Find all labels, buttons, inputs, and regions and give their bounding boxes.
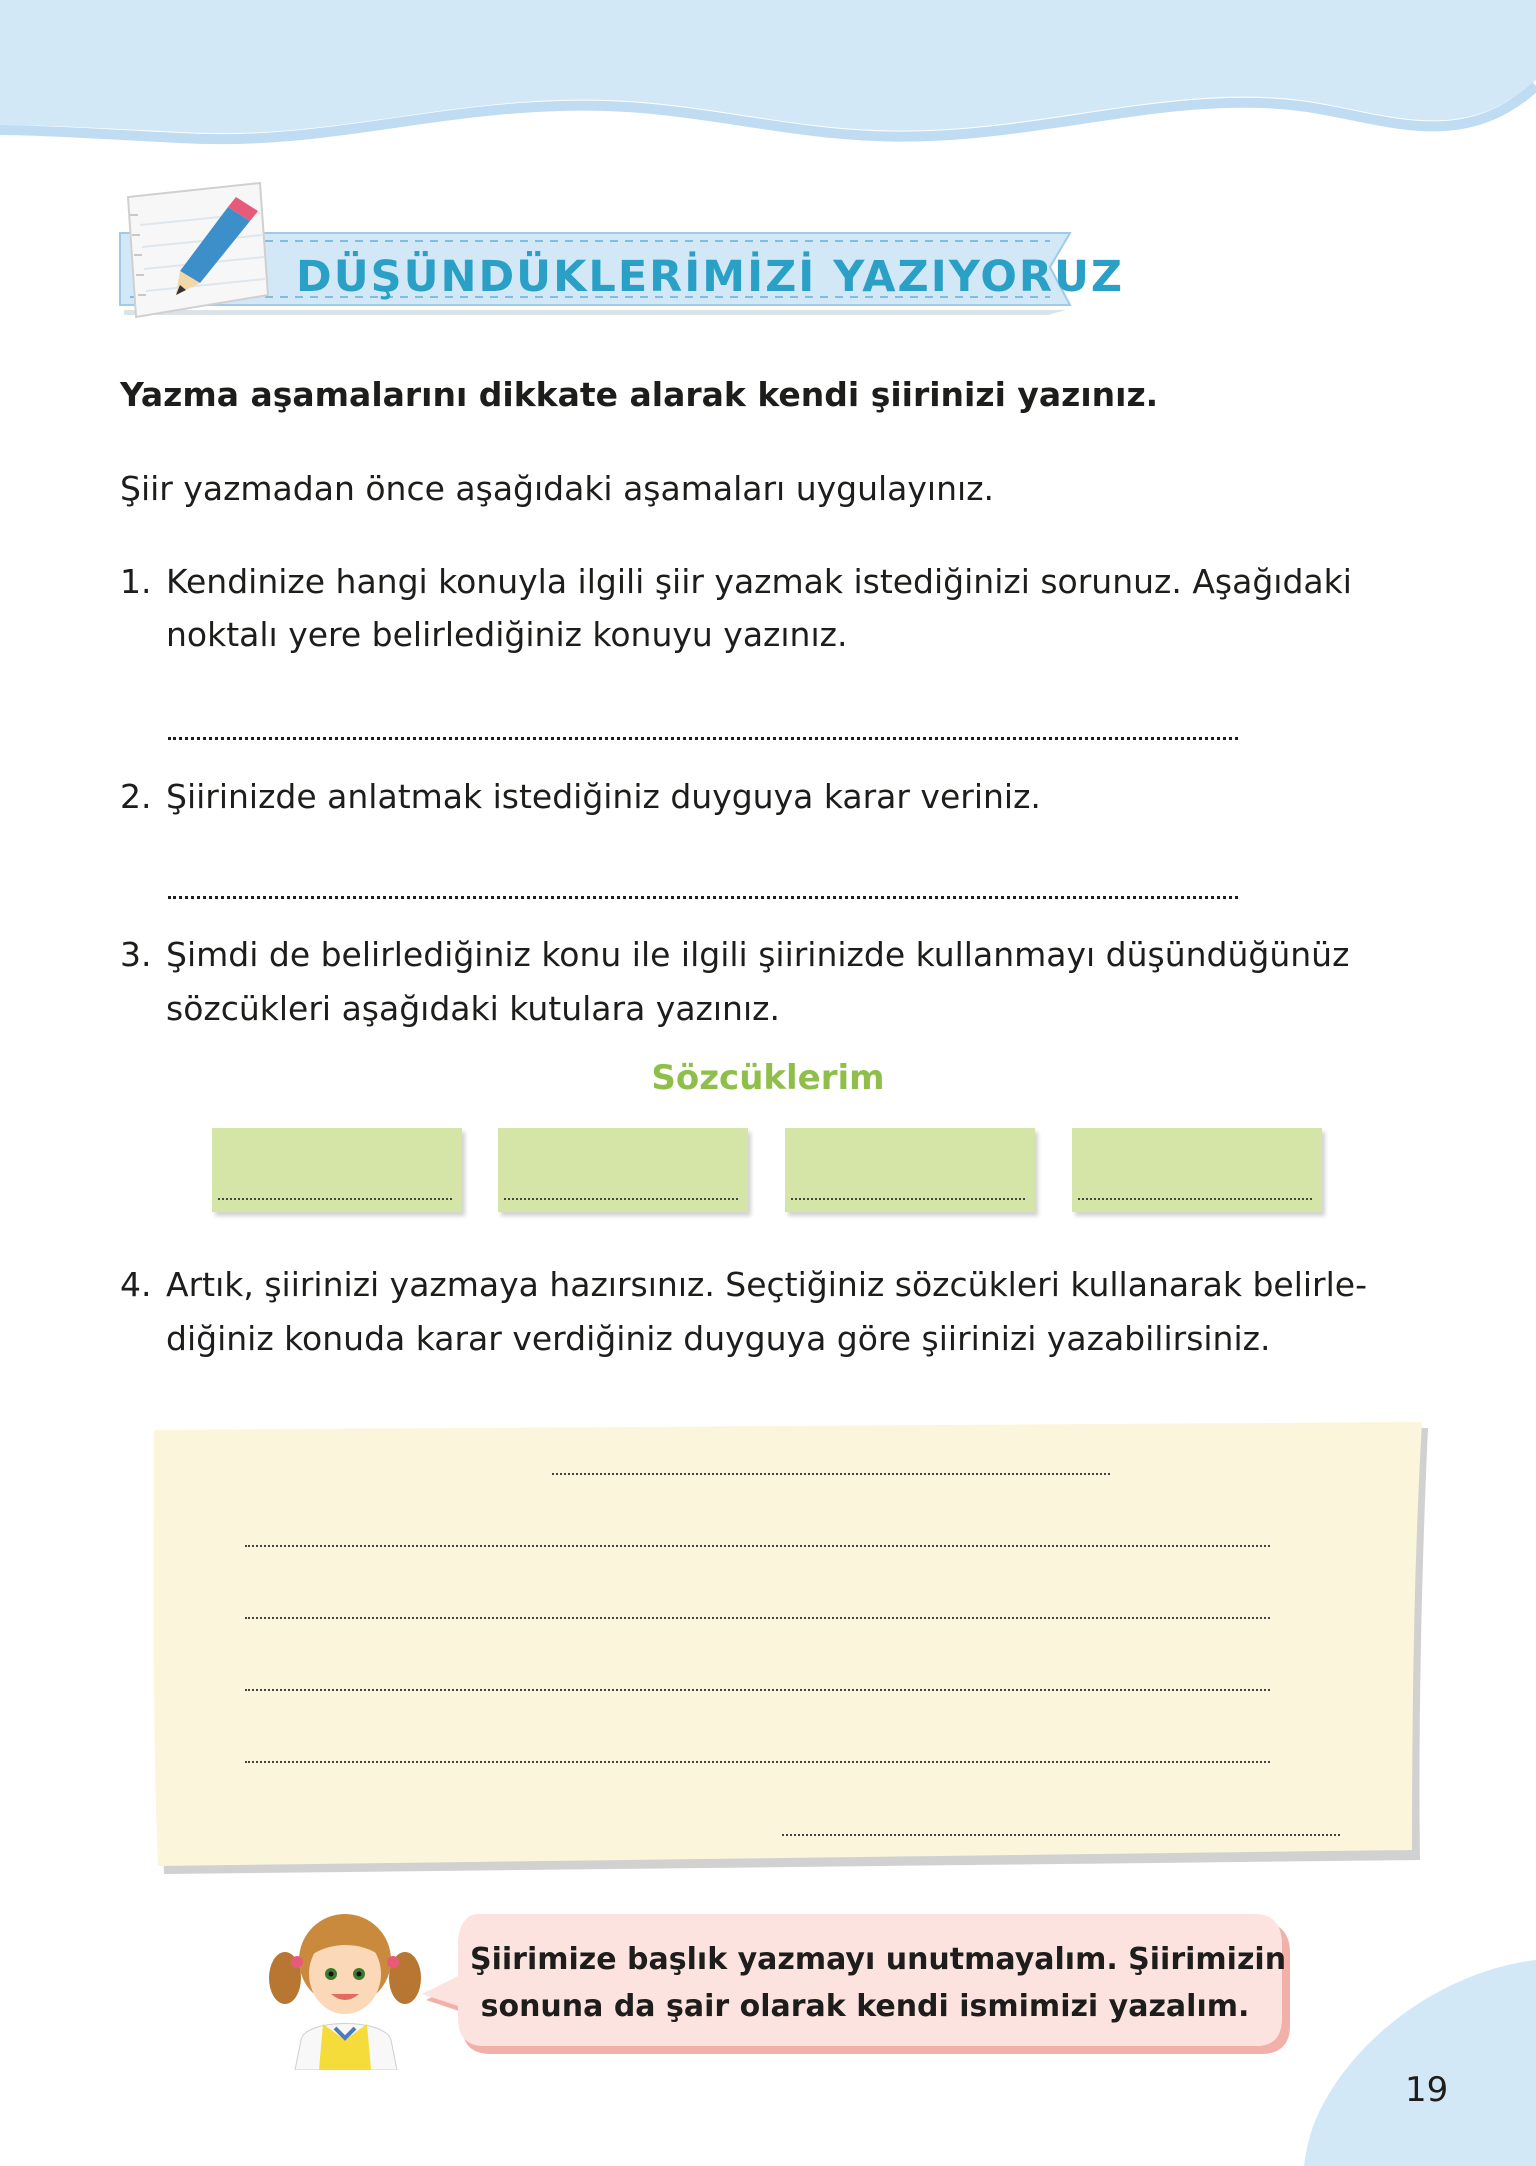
speech-bubble-line-1: Şiirimize başlık yazmayı unutmayalım. Şiirimizin (470, 1942, 1287, 1977)
poem-line-4[interactable] (245, 1761, 1270, 1763)
word-box-4[interactable] (1072, 1128, 1322, 1212)
step-3-line-1: Şimdi de belirlediğiniz konu ile ilgili şiirinizde kullanmayı düşündüğünüz (166, 935, 1350, 974)
step-4-number: 4. (120, 1265, 152, 1304)
step-1-line-2: noktalı yere belirlediğiniz konuyu yazınız. (166, 615, 848, 654)
word-box-3[interactable] (785, 1128, 1035, 1212)
word-box-2[interactable] (498, 1128, 748, 1212)
topic-answer-line[interactable] (168, 737, 1238, 740)
feeling-answer-line[interactable] (168, 896, 1238, 899)
corner-decoration (1300, 1960, 1536, 2166)
instruction-text: Yazma aşamalarını dikkate alarak kendi şiirinizi yazınız. (120, 375, 1159, 414)
step-1-number: 1. (120, 562, 152, 601)
words-section-title: Sözcüklerim (651, 1058, 885, 1098)
top-wave-decoration (0, 0, 1536, 160)
girl-illustration (265, 1890, 425, 2070)
page-number: 19 (1405, 2070, 1449, 2110)
poem-line-2[interactable] (245, 1617, 1270, 1619)
step-2-line-1: Şiirinizde anlatmak istediğiniz duyguya karar veriniz. (166, 777, 1041, 816)
step-4-line-1: Artık, şiirinizi yazmaya hazırsınız. Seçtiğiniz sözcükleri kullanarak belirle- (166, 1265, 1368, 1304)
step-3-number: 3. (120, 935, 152, 974)
poem-line-3[interactable] (245, 1689, 1270, 1691)
step-2-number: 2. (120, 777, 152, 816)
poet-name-line[interactable] (782, 1834, 1340, 1836)
step-1-line-1: Kendinize hangi konuyla ilgili şiir yazmak istediğinizi sorunuz. Aşağıdaki (166, 562, 1352, 601)
poem-title-line[interactable] (552, 1473, 1110, 1475)
speech-bubble-line-2: sonuna da şair olarak kendi ismimizi yazalım. (480, 1989, 1250, 2024)
speech-bubble (420, 1908, 1290, 2058)
step-3-line-2: sözcükleri aşağıdaki kutulara yazınız. (166, 989, 780, 1028)
intro-text: Şiir yazmadan önce aşağıdaki aşamaları uygulayınız. (120, 469, 995, 508)
page-title: DÜŞÜNDÜKLERİMİZİ YAZIYORUZ (296, 252, 1125, 302)
word-box-1[interactable] (212, 1128, 462, 1212)
step-4-line-2: diğiniz konuda karar verdiğiniz duyguya göre şiirinizi yazabilirsiniz. (166, 1319, 1271, 1358)
poem-line-1[interactable] (245, 1545, 1270, 1547)
poem-writing-area (150, 1420, 1430, 1882)
